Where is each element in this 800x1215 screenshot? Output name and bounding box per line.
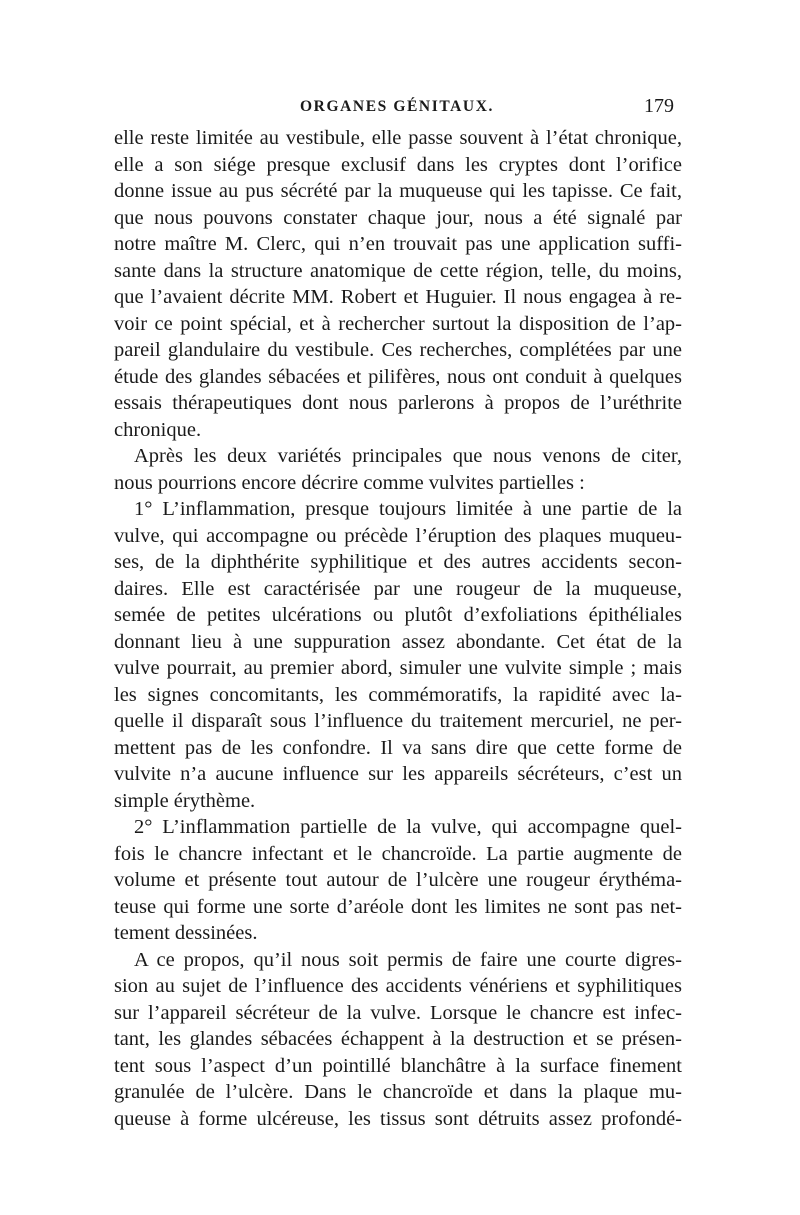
text-line: daires. Elle est caractérisée par une rougeur de la muqueuse, [114,577,682,600]
text-line: pareil glandulaire du vestibule. Ces recherches, complétées par une [114,339,682,361]
running-header [0,95,800,122]
text-line: les signes concomitants, les commémoratifs, la rapidité avec la- [114,683,682,706]
paragraph-start-line: A ce propos, qu’il nous soit permis de faire une courte digres- [134,948,682,971]
text-line: voir ce point spécial, et à rechercher surtout la disposition de l’ap- [114,312,682,335]
paragraph-end-line: simple érythème. [114,789,256,812]
text-line: vulve, qui accompagne ou précède l’éruption des plaques muqueu- [114,524,682,547]
text-line: quelle il disparaît sous l’influence du traitement mercuriel, ne per- [114,710,682,732]
text-line: sur l’appareil sécréteur de la vulve. Lorsque le chancre est infec- [114,1001,682,1024]
text-line: tent sous l’aspect d’un pointillé blanchâtre à la surface finement [114,1054,682,1077]
text-line: vulvite n’a aucune influence sur les appareils sécréteurs, c’est un [114,763,682,785]
text-line: que l’avaient décrite MM. Robert et Huguier. Il nous engagea à re- [114,286,682,308]
text-line: tant, les glandes sébacées échappent à la destruction et se présen- [114,1028,682,1050]
text-line: sante dans la structure anatomique de cette région, telle, du moins, [114,259,682,282]
text-line: donnant lieu à une suppuration assez abondante. Cet état de la [114,630,682,653]
text-line: elle reste limitée au vestibule, elle passe souvent à l’état chronique, [114,127,682,149]
paragraph-end-line: tement dessinées. [114,922,258,944]
text-line: que nous pouvons constater chaque jour, nous a été signalé par [114,206,682,229]
text-line: semée de petites ulcérations ou plutôt d’exfoliations épithéliales [114,604,682,626]
text-line: granulée de l’ulcère. Dans le chancroïde et dans la plaque mu- [114,1081,682,1103]
paragraph-end-line: nous pourrions encore décrire comme vulvites partielles : [114,471,585,494]
text-line: notre maître M. Clerc, qui n’en trouvait pas une application suffi- [114,233,682,255]
text-line: fois le chancre infectant et le chancroïde. La partie augmente de [114,842,682,865]
text-line: teuse qui forme une sorte d’aréole dont les limites ne sont pas net- [114,895,682,918]
text-line: vulve pourrait, au premier abord, simuler une vulvite simple ; mais [114,657,682,679]
paragraph-start-line: 2° L’inflammation partielle de la vulve, qui accompagne quel- [134,816,682,838]
text-line: queuse à forme ulcéreuse, les tissus sont détruits assez profondé- [114,1107,682,1130]
text-line: ses, de la diphthérite syphilitique et des autres accidents secon- [114,551,682,573]
text-line: mettent pas de les confondre. Il va sans dire que cette forme de [114,736,682,759]
text-line: elle a son siége presque exclusif dans les cryptes dont l’orifice [114,153,682,176]
body-text [114,125,682,1132]
text-line: essais thérapeutiques dont nous parlerons à propos de l’uréthrite [114,392,682,414]
text-line: volume et présente tout autour de l’ulcère une rougeur érythéma- [114,869,682,891]
text-line: étude des glandes sébacées et pilifères, nous ont conduit à quelques [114,365,682,388]
page-number: 179 [644,95,674,117]
paragraph-start-line: 1° L’inflammation, presque toujours limitée à une partie de la [134,498,682,520]
text-line: donne issue au pus sécrété par la muqueuse qui les tapisse. Ce fait, [114,180,682,202]
text-line: sion au sujet de l’influence des accidents vénériens et syphilitiques [114,975,682,997]
running-title: ORGANES GÉNITAUX. [300,98,494,115]
paragraph-end-line: chronique. [114,418,202,441]
paragraph-start-line: Après les deux variétés principales que nous venons de citer, [134,445,682,467]
